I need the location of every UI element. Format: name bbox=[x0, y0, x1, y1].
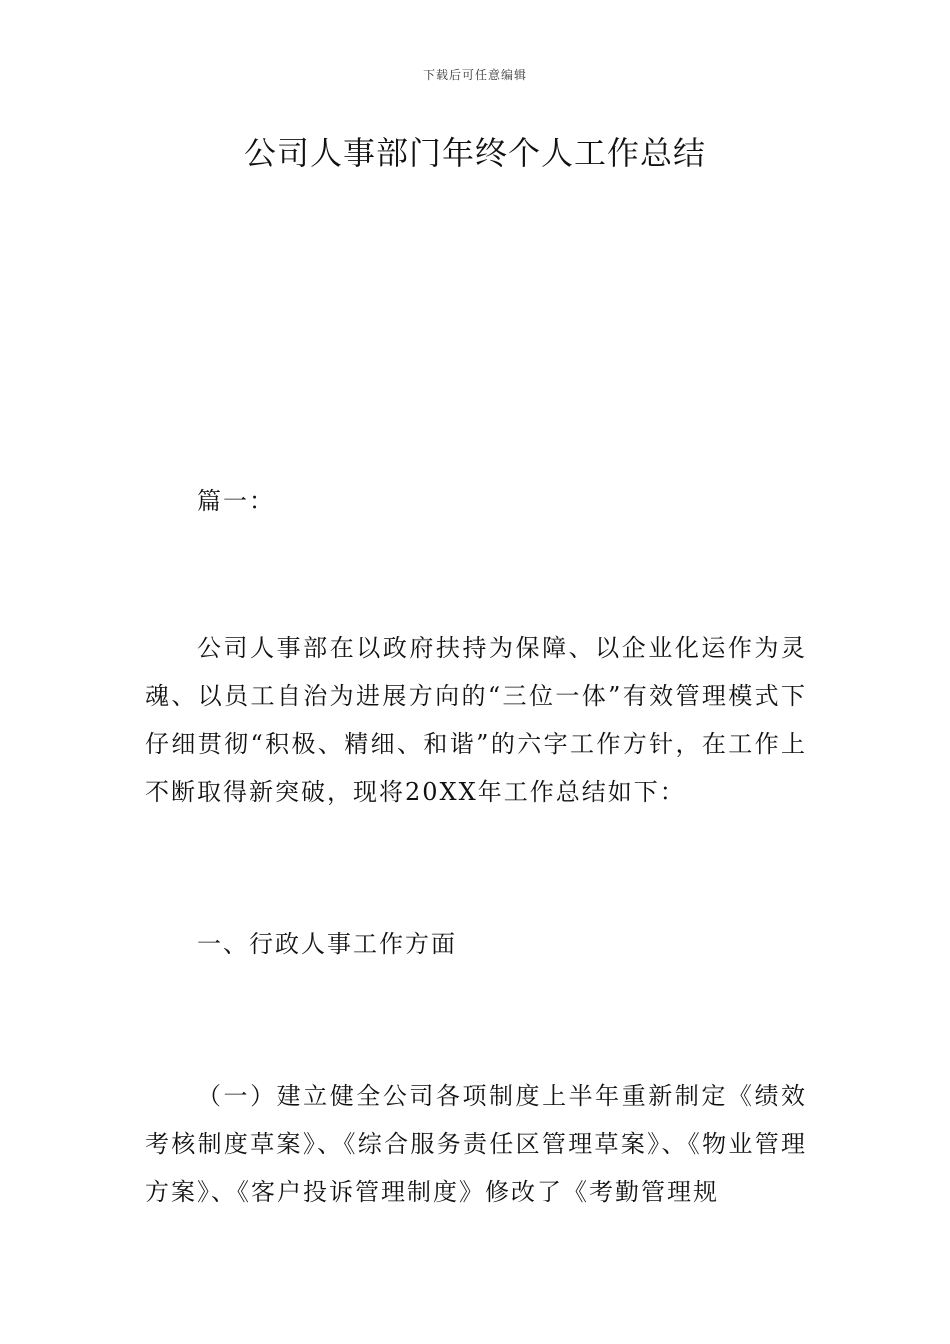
header-note: 下载后可任意编辑 bbox=[422, 68, 527, 82]
intro-paragraph: 公司人事部在以政府扶持为保障、以企业化运作为灵魂、以员工自治为进展方向的“三位一体”有效管理模式下仔细贯彻“积极、精细、和谐”的六字工作方针，在工作上不断取得新突破，现将20XX年工作总结如下： bbox=[145, 634, 807, 806]
section-heading: 一、行政人事工作方面 bbox=[197, 930, 457, 958]
section-label: 篇一： bbox=[197, 487, 275, 515]
subsection-paragraph: （一）建立健全公司各项制度上半年重新制定《绩效考核制度草案》、《综合服务责任区管理草案》、《物业管理方案》、《客户投诉管理制度》修改了《考勤管理规 bbox=[145, 1082, 807, 1206]
document-title: 公司人事部门年终个人工作总结 bbox=[243, 134, 706, 172]
